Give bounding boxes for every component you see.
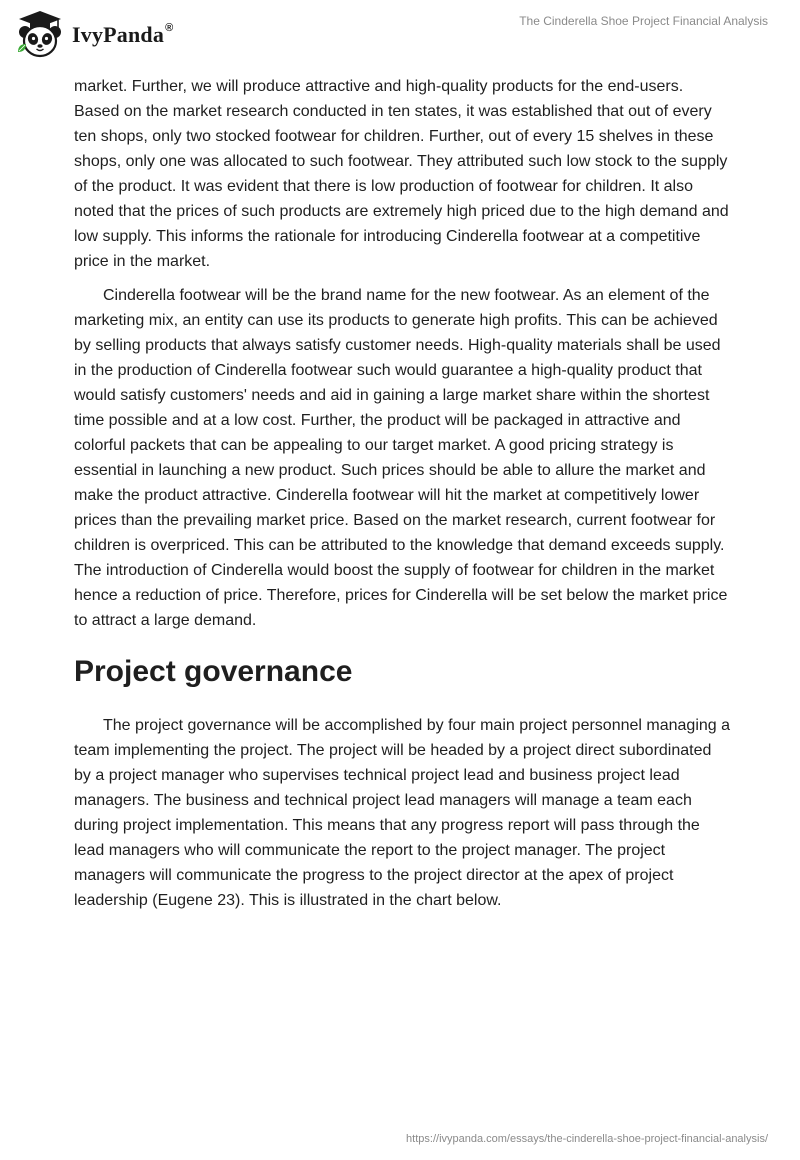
paragraph-project-governance: The project governance will be accomplished by four main project personnel managing a team implementing the project. The project will be headed by a project direct subordinated by a project manager who supervises technical project lead and business project lead managers. The business and technical project lead managers will manage a team each during project implementation. This means that any progress report will pass through the lead managers who will communicate the report to the project manager. The project managers will communicate the progress to the project director at the apex of project leadership (Eugene 23). This is illustrated in the chart below. (74, 717, 731, 909)
paragraph-marketing-mix: Cinderella footwear will be the brand name for the new footwear. As an element of the marketing mix, an entity can use its products to generate high profits. This can be achieved by selling products that always satisfy customer needs. High-quality materials shall be used in the production of Cinderella footwear such would guarantee a high-quality product that would satisfy customers' needs and aid in gaining a large market share within the shortest time possible and at a low cost. Further, the product will be packaged in attractive and colorful packets that can be appealing to our target market. A good pricing strategy is essential in launching a new product. Such prices should be able to allure the market and make the product attractive. Cinderella footwear will hit the market at competitively lower prices than the prevailing market price. Based on the market research, current footwear for children is overpriced. This can be attributed to the knowledge that demand exceeds supply. The introduction of Cinderella would boost the supply of footwear for children in the market hence a reduction of price. Therefore, prices for Cinderella will be set below the market price to attract a large demand. (74, 287, 728, 629)
document-title: The Cinderella Shoe Project Financial Analysis (519, 14, 768, 28)
brand-name: IvyPanda® (72, 21, 174, 47)
paragraph-continuation: market. Further, we will produce attractive and high-quality products for the end-users. Based on the market research conducted in ten states, it was established that out of every ten shops, only two stocked footwear for children. Further, out of every 15 shelves in these shops, only one was allocated to such footwear. They attributed such low stock to the supply of the product. It was evident that there is low production of footwear for children. It also noted that the prices of such products are extremely high priced due to the high demand and low supply. This informs the rationale for introducing Cinderella footwear at a competitive price in the market. (74, 78, 729, 270)
ivypanda-logo[interactable] (14, 8, 173, 60)
panda-graduate-icon (14, 8, 66, 60)
registered-mark: ® (165, 21, 174, 34)
source-url[interactable]: https://ivypanda.com/essays/the-cinderella-shoe-project-financial-analysis/ (406, 1133, 768, 1145)
article-body (74, 74, 732, 913)
page-header (0, 0, 800, 70)
section-heading-project-governance: Project governance (74, 655, 353, 688)
